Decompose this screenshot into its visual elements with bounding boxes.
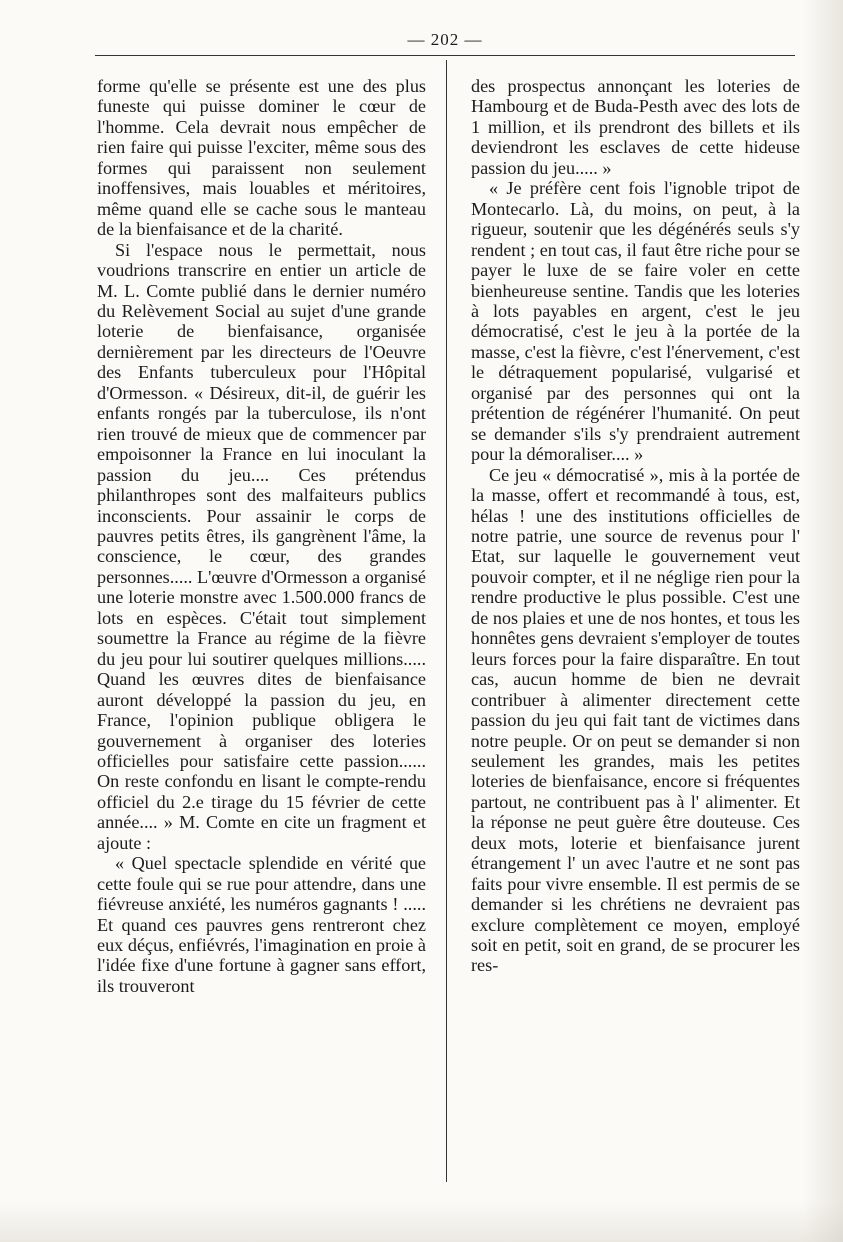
left-column xyxy=(97,76,426,996)
page-header xyxy=(95,28,795,56)
left-paragraph-1: forme qu'elle se présente est une des plus funeste qui puisse dominer le cœur de l'homme. Cela devrait nous empêcher de rien faire qui puisse l'exciter, même sous des formes qui paraissent non seulement inoffensives, mais louables et méritoires, même quand elle se cache sous le manteau de la bienfaisance et de la charité. xyxy=(97,76,426,240)
column-divider xyxy=(446,60,447,1182)
header-rule xyxy=(95,55,795,56)
right-paragraph-2: « Je préfère cent fois l'ignoble tripot de Montecarlo. Là, du moins, on peut, à la rigueur, soutenir que les dégénérés seuls s'y rendent ; en tout cas, il faut être riche pour se payer le luxe de se faire voler en cette bienheureuse sentine. Tandis que les loteries à lots payables en argent, c'est le jeu démocratisé, c'est le jeu à la portée de la masse, c'est la fièvre, c'est l'énervement, c'est le détraquement popularisé, vulgarisé et organisé par des personnes qui ont la prétention de régénérer l'humanité. On peut se demander s'ils s'y prendraient autrement pour la démoraliser.... » xyxy=(471,178,800,465)
right-paragraph-1: des prospectus annonçant les loteries de Hambourg et de Buda-Pesth avec des lots de 1 million, et ils prendront des billets et ils deviendront les esclaves de cette hideuse passion du jeu..... » xyxy=(471,76,800,178)
page-number: — 202 — xyxy=(407,30,483,49)
page-edge-shadow-bottom xyxy=(0,1202,843,1242)
left-paragraph-3: « Quel spectacle splendide en vérité que cette foule qui se rue pour attendre, dans une fiévreuse anxiété, les numéros gagnants ! ..... Et quand ces pauvres gens rentreront chez eux déçus, enfiévrés, l'imagination en proie à l'idée fixe d'une fortune à gagner sans effort, ils trouveront xyxy=(97,853,426,996)
left-paragraph-2: Si l'espace nous le permettait, nous voudrions transcrire en entier un article de M. L. Comte publié dans le dernier numéro du Relèvement Social au sujet d'une grande loterie de bienfaisance, organisée dernièrement par les directeurs de l'Oeuvre des Enfants tuberculeux pour l'Hôpital d'Ormesson. « Désireux, dit-il, de guérir les enfants rongés par la tuberculose, ils n'ont rien trouvé de mieux que de commencer par empoisonner la France en lui inoculant la passion du jeu.... Ces prétendus philanthropes sont des malfaiteurs publics inconscients. Pour assainir le corps de pauvres petits êtres, ils gangrènent l'âme, la conscience, le cœur, des grandes personnes..... L'œuvre d'Ormesson a organisé une loterie monstre avec 1.500.000 francs de lots en espèces. C'était tout simplement soumettre la France au régime de la fièvre du jeu pour lui soutirer quelques millions..... Quand les œuvres dites de bienfaisance auront développé la passion du jeu, en France, l'opinion publique obligera le gouvernement à organiser des loteries officielles pour satisfaire cette passion...... On reste confondu en lisant le compte-rendu officiel du 2.e tirage du 15 février de cette année.... » M. Comte en cite un fragment et ajoute : xyxy=(97,239,426,853)
right-column xyxy=(471,76,800,976)
page-edge-shadow-right xyxy=(803,0,843,1242)
right-paragraph-3: Ce jeu « démocratisé », mis à la portée de la masse, offert et recommandé à tous, est, hélas ! une des institutions officielles de notre patrie, une source de revenus pour l' Etat, sur laquelle le gouvernement veut pouvoir compter, et il ne néglige rien pour la rendre productive le plus possible. C'est une de nos plaies et une de nos hontes, et tous les honnêtes gens devraient s'employer de toutes leurs forces pour la faire disparaître. En tout cas, aucun homme de bien ne devrait contribuer à alimenter directement cette passion du jeu qui fait tant de victimes dans notre peuple. Or on peut se demander si non seulement les grandes, mais les petites loteries de bienfaisance, encore si fréquentes partout, ne contribuent pas à l' alimenter. Et la réponse ne peut guère être douteuse. Ces deux mots, loterie et bienfaisance jurent étrangement l' un avec l'autre et ne sont pas faits pour vivre ensemble. Il est permis de se demander si les chrétiens ne devraient pas exclure complètement ce moyen, employé soit en petit, soit en grand, de se procurer les res- xyxy=(471,464,800,976)
